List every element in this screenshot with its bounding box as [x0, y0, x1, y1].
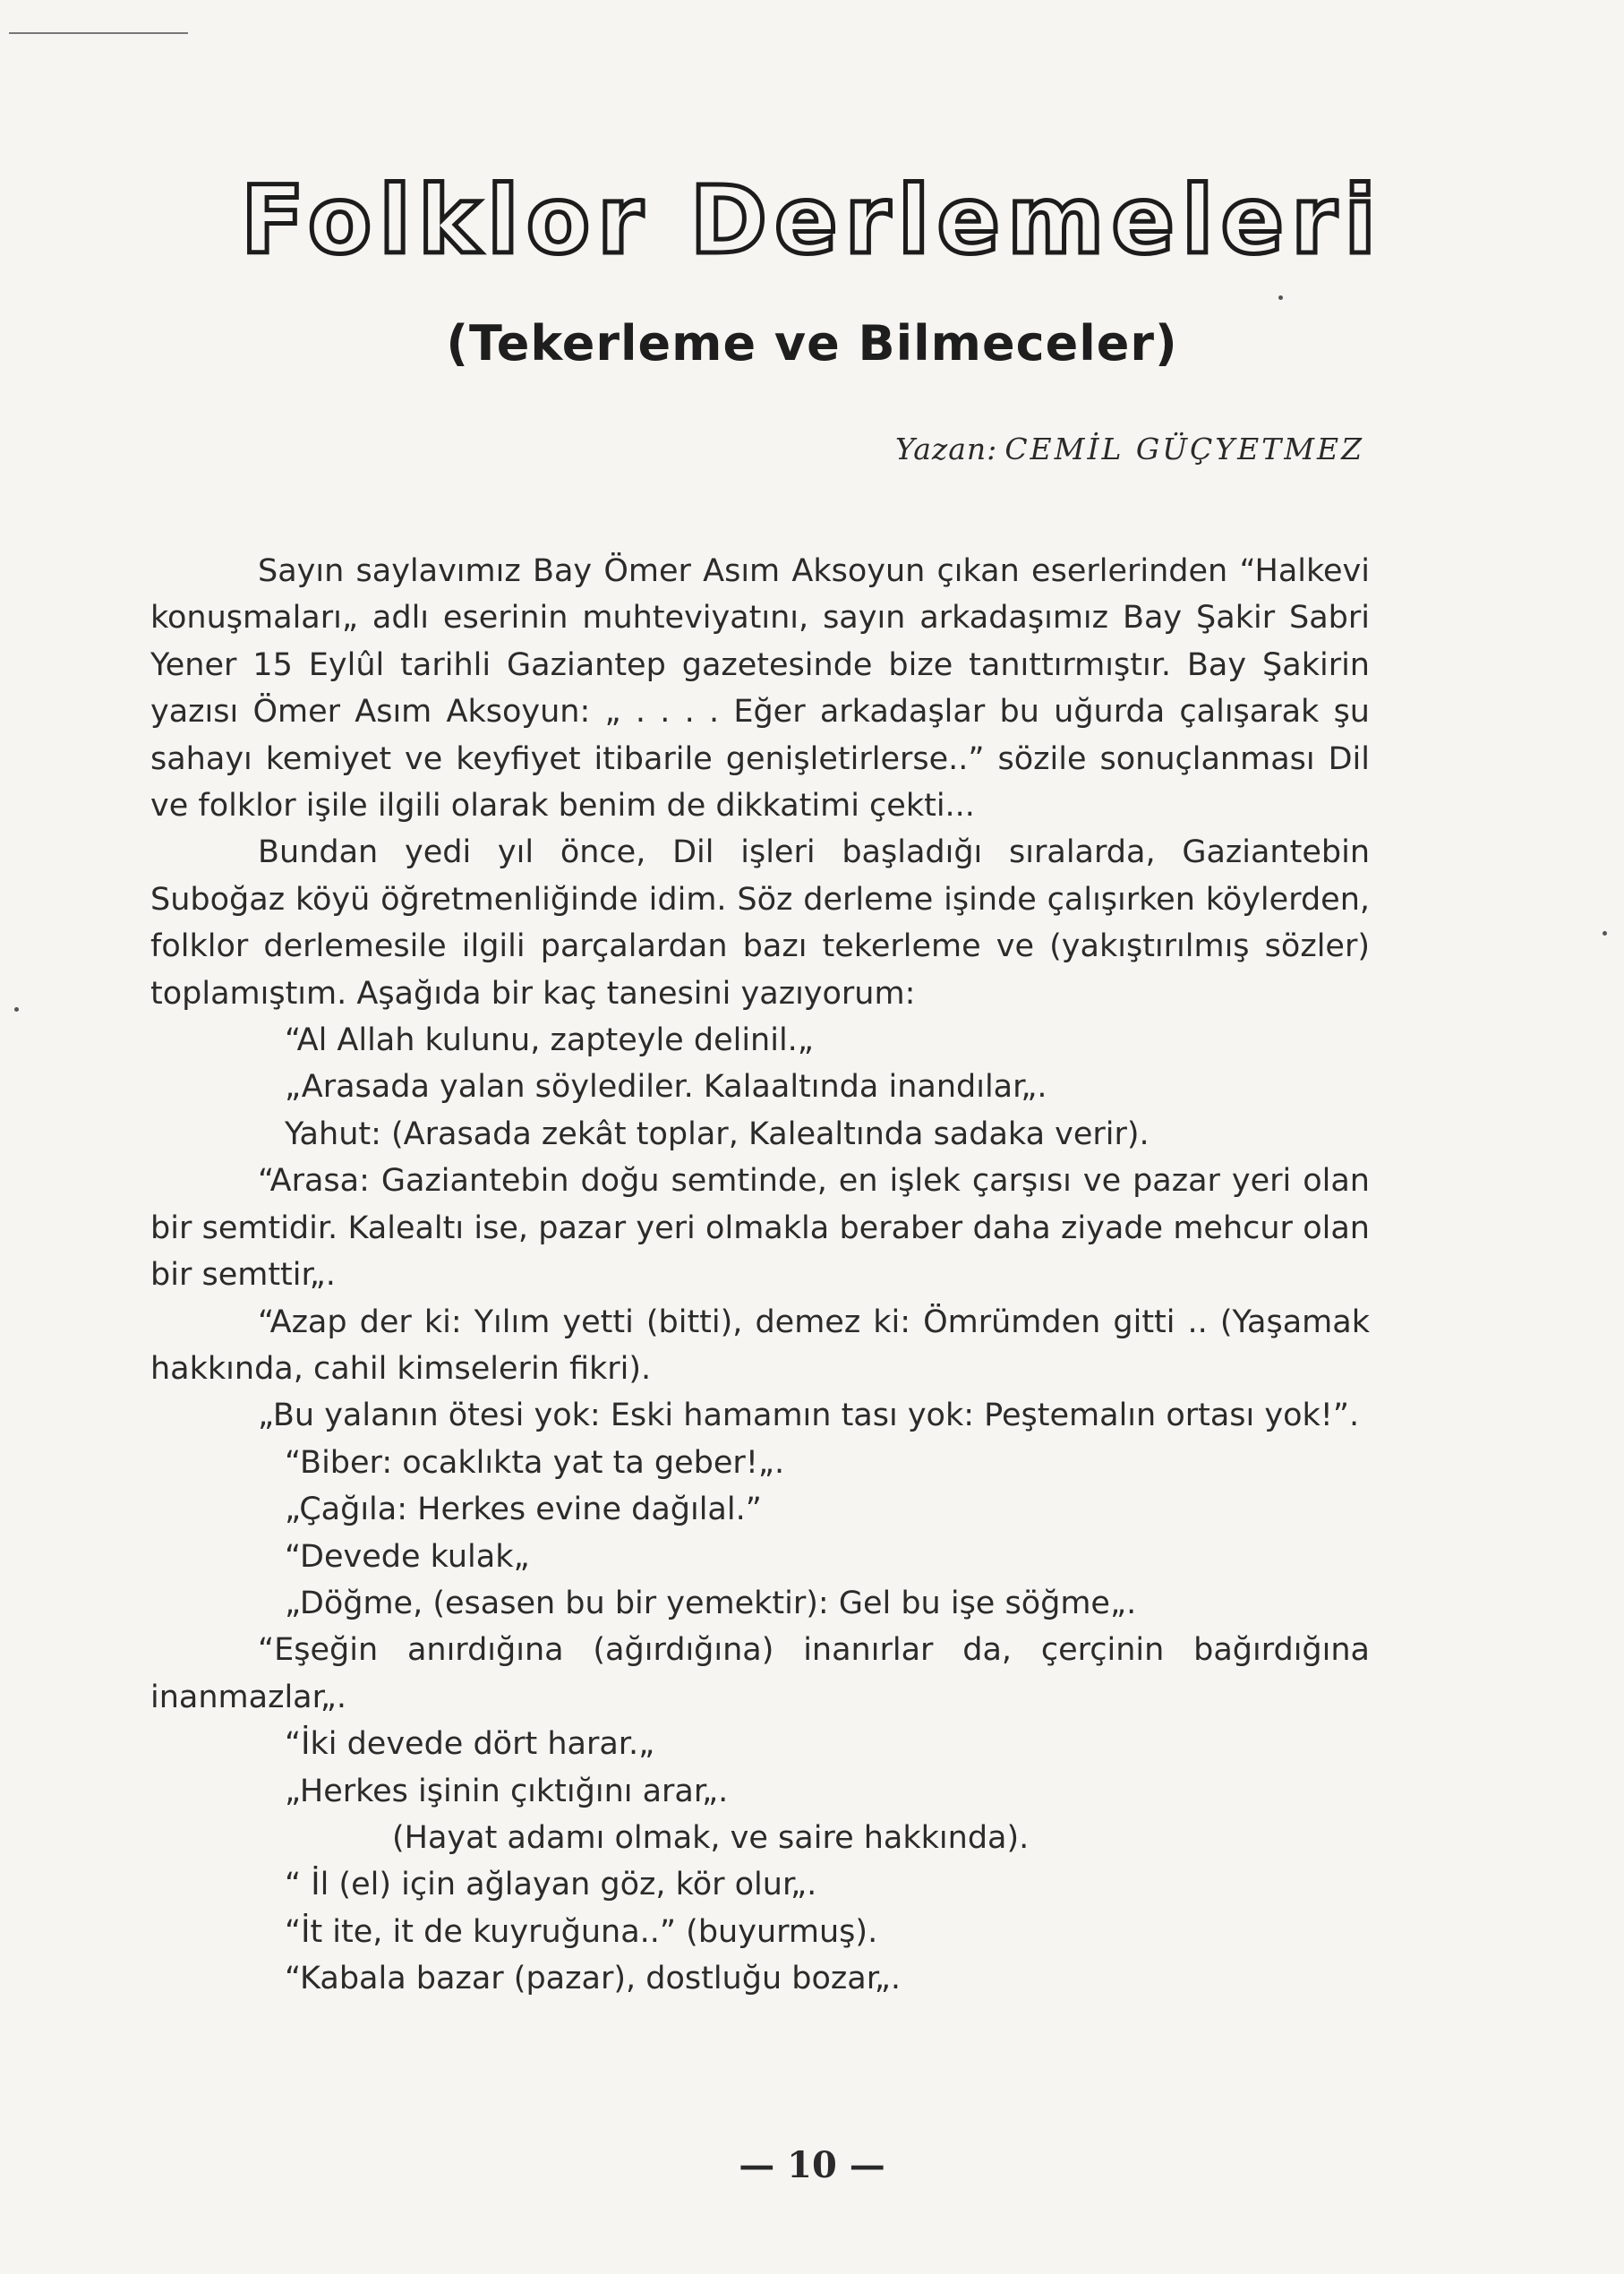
saying-line: „Bu yalanın ötesi yok: Eski hamamın tası yok: Peştemalın ortası yok!”.: [258, 1398, 1360, 1434]
saying-line: „Herkes işinin çıktığını arar„.: [285, 1773, 729, 1809]
speck: [14, 1007, 19, 1012]
paragraph: Bundan yedi yıl önce, Dil işleri başladığı sıralarda, Gaziantebin Suboğaz köyü öğretmenliğinde idim. Söz derleme işinde çalışırken köylerden, folklor derlemesile ilgili parçalardan bazı tekerleme ve (yakıştırılmış sözler) toplamıştım. Aşağıda bir kaç tanesini yazıyorum:: [150, 834, 1370, 1012]
saying-line: „Çağıla: Herkes evine dağılal.”: [285, 1492, 762, 1528]
saying-line: “Arasa: Gaziantebin doğu semtinde, en işlek çarşısı ve pazar yeri olan bir semtidir. Kalealtı ise, pazar yeri olmakla beraber daha ziyade mehcur olan bir semttir„.: [150, 1163, 1370, 1294]
saying-line: „Arasada yalan söylediler. Kalaaltında inandılar„.: [285, 1069, 1047, 1106]
speck: [1278, 295, 1283, 300]
saying-line: (Hayat adamı olmak, ve saire hakkında).: [392, 1819, 1030, 1856]
saying-line: “Biber: ocaklıkta yat ta geber!„.: [285, 1444, 785, 1481]
author-byline: [895, 432, 1364, 466]
page-number: — 10 —: [739, 2144, 885, 2186]
paragraph: Sayın saylavımız Bay Ömer Asım Aksoyun çıkan eserlerinden “Halkevi konuşmaları„ adlı eserinin muhteviyatını, sayın arkadaşımız Bay Şakir Sabri Yener 15 Eylûl tarihli Gaziantep gazetesinde bize tanıttırmıştır. Bay Şakirin yazısı Ömer Asım Aksoyun: „ . . . . Eğer arkadaşlar bu uğurda çalışarak şu sahayı kemiyet ve keyfiyet itibarile genişletirlerse..” sözile sonuçlanması Dil ve folklor işile ilgili olarak benim de dikkatimi çekti...: [150, 553, 1370, 825]
saying-line: “İki devede dört harar.„: [285, 1726, 655, 1763]
saying-line: „Döğme, (esasen bu bir yemektir): Gel bu işe söğme„.: [285, 1585, 1137, 1621]
author-name: CEMİL GÜÇYETMEZ: [1004, 432, 1364, 466]
saying-line: “ İl (el) için ağlayan göz, kör olur„.: [285, 1867, 817, 1903]
article-title: Folklor Derlemeleri: [240, 166, 1384, 275]
saying-line: “Eşeğin anırdığına (ağırdığına) inanırlar da, çerçinin bağırdığına inanmazlar„.: [150, 1632, 1370, 1715]
article-body: [150, 548, 1370, 2003]
saying-line: “Devede kulak„: [285, 1538, 530, 1575]
saying-line: “Azap der ki: Yılım yetti (bitti), demez ki: Ömrümden gitti .. (Yaşamak hakkında, cahil kimselerin fikri).: [150, 1304, 1370, 1387]
saying-line: Yahut: (Arasada zekât toplar, Kalealtında sadaka verir).: [285, 1116, 1150, 1152]
article-subtitle: (Tekerleme ve Bilmeceler): [446, 315, 1178, 372]
saying-line: “Al Allah kulunu, zapteyle delinil.„: [285, 1022, 814, 1059]
saying-line: “İt ite, it de kuyruğuna..” (buyurmuş).: [285, 1913, 878, 1950]
speck: [1603, 931, 1607, 936]
scan-edge-mark: [9, 32, 188, 34]
byline-label: Yazan:: [894, 432, 998, 466]
saying-line: “Kabala bazar (pazar), dostluğu bozar„.: [285, 1961, 902, 1997]
